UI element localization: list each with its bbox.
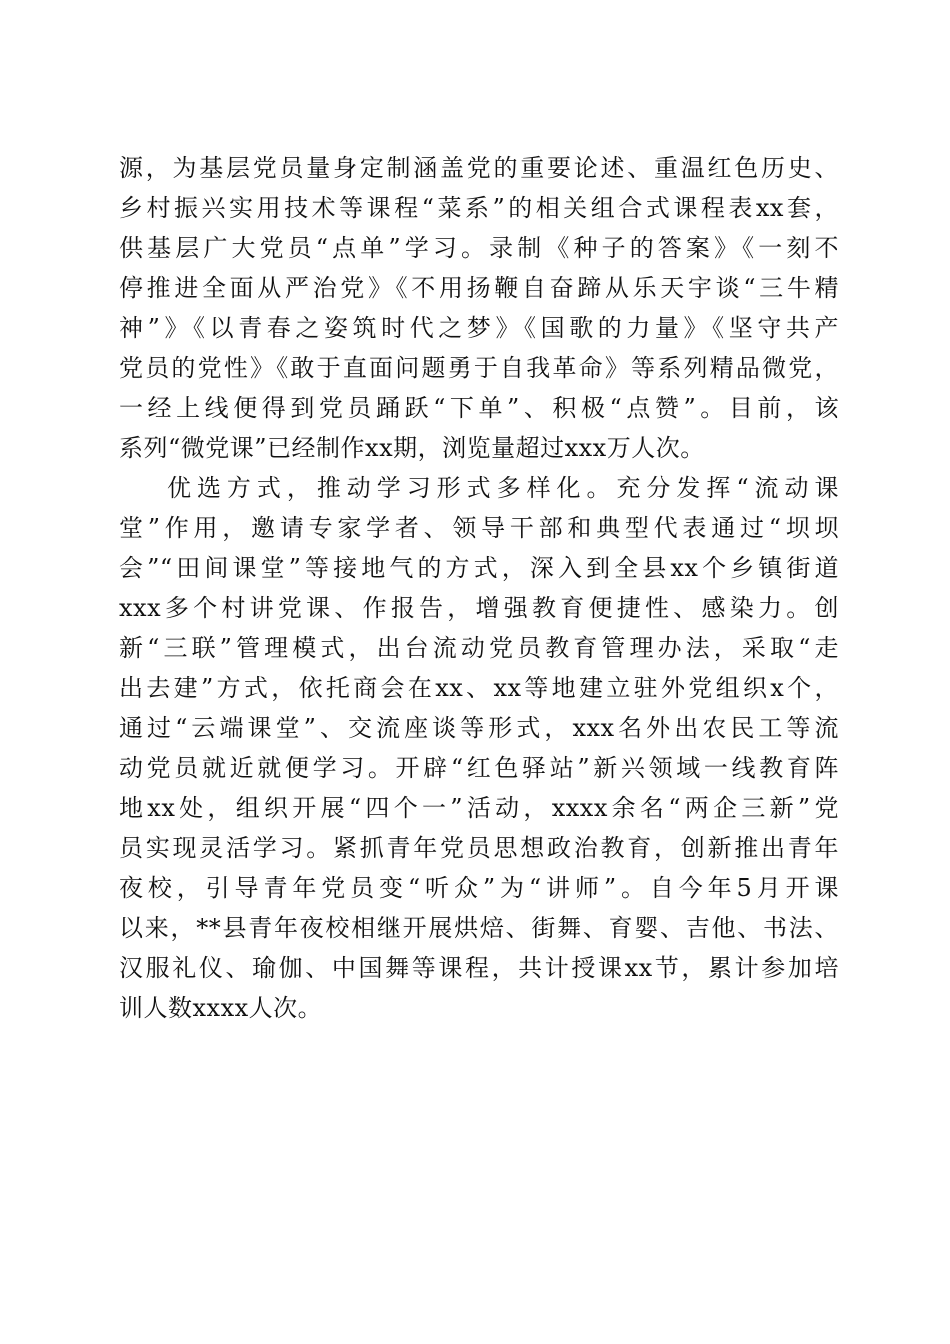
text-line: 出去建”方式，依托商会在xx、xx等地建立驻外党组织x个，: [119, 674, 839, 702]
text-line: 训人数xxxx人次。: [119, 994, 323, 1022]
text-line: 堂”作用，邀请专家学者、领导干部和典型代表通过“坝坝: [119, 514, 839, 542]
text-line: 一经上线便得到党员踊跃“下单”、积极“点赞”。目前，该: [119, 394, 839, 422]
text-line: xxx多个村讲党课、作报告，增强教育便捷性、感染力。创: [119, 594, 839, 622]
text-line: 动党员就近就便学习。开辟“红色驿站”新兴领域一线教育阵: [119, 754, 839, 782]
text-line: 新“三联”管理模式，出台流动党员教育管理办法，采取“走: [119, 634, 839, 662]
text-line: 神”》《以青春之姿筑时代之梦》《国歌的力量》《坚守共产: [119, 314, 839, 342]
text-line: 系列“微党课”已经制作xx期，浏览量超过xxx万人次。: [119, 434, 705, 462]
text-line: 夜校，引导青年党员变“听众”为“讲师”。自今年5月开课: [119, 874, 839, 902]
text-line: 源，为基层党员量身定制涵盖党的重要论述、重温红色历史、: [119, 154, 839, 182]
text-line: 供基层广大党员“点单”学习。录制《种子的答案》《一刻不: [119, 234, 839, 262]
paragraph-start-line: 优选方式，推动学习形式多样化。充分发挥“流动课: [167, 474, 839, 502]
text-line: 以来，**县青年夜校相继开展烘焙、街舞、育婴、吉他、书法、: [119, 914, 839, 942]
text-line: 乡村振兴实用技术等课程“菜系”的相关组合式课程表xx套，: [119, 194, 839, 222]
text-line: 停推进全面从严治党》《不用扬鞭自奋蹄从乐天宇谈“三牛精: [119, 274, 839, 302]
text-line: 会”“田间课堂”等接地气的方式，深入到全县xx个乡镇街道: [119, 554, 839, 582]
text-line: 通过“云端课堂”、交流座谈等形式，xxx名外出农民工等流: [119, 714, 839, 742]
text-line: 汉服礼仪、瑜伽、中国舞等课程，共计授课xx节，累计参加培: [119, 954, 839, 982]
text-line: 党员的党性》《敢于直面问题勇于自我革命》等系列精品微党，: [119, 354, 839, 382]
text-line: 员实现灵活学习。紧抓青年党员思想政治教育，创新推出青年: [119, 834, 839, 862]
body-text: [119, 148, 839, 1028]
text-line: 地xx处，组织开展“四个一”活动，xxxx余名“两企三新”党: [119, 794, 839, 822]
